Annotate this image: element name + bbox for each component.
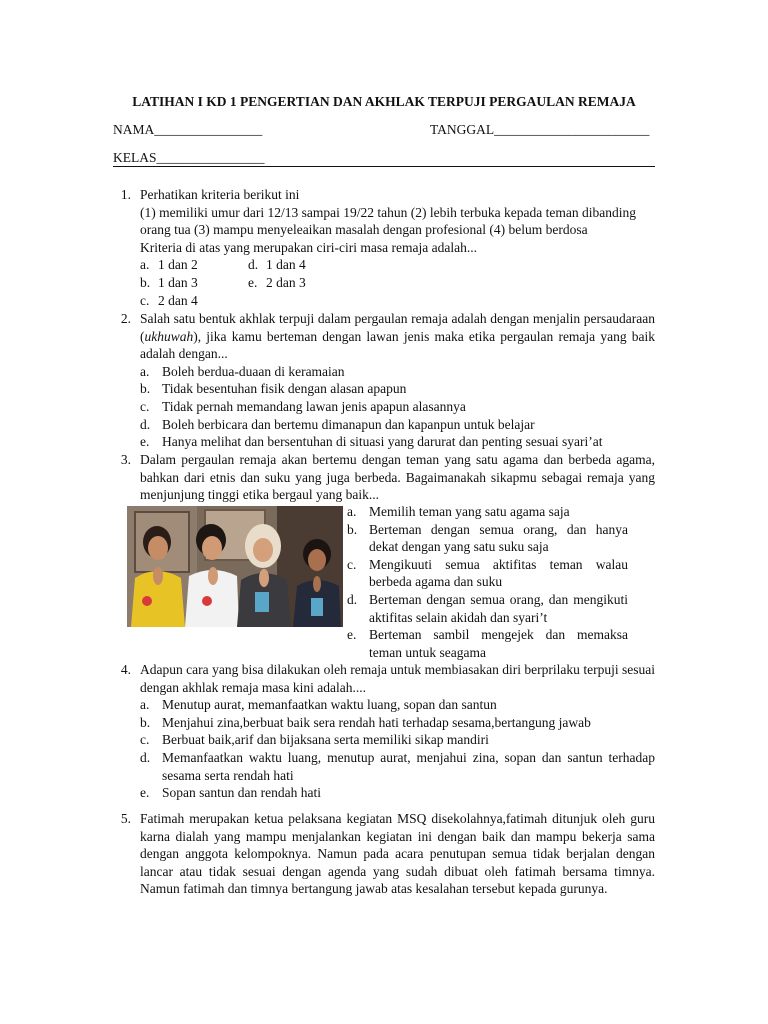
option-b[interactable]: b. Tidak besentuhan fisik dengan alasan apapun — [140, 381, 407, 397]
option-b[interactable]: b. Berteman dengan semua orang, dan hanya dekat dengan yang satu suku saja — [347, 521, 628, 555]
option-e[interactable]: e. 2 dan 3 — [248, 274, 306, 290]
option-e[interactable]: e. Sopan santun dan rendah hati — [140, 785, 321, 801]
photo-illustration — [127, 506, 343, 627]
question-3 — [113, 451, 655, 661]
question-number: 1. — [120, 187, 131, 202]
option-a[interactable]: a. Memilih teman yang satu agama saja — [347, 504, 570, 519]
date-field[interactable]: TANGGAL_______________________ — [430, 122, 650, 137]
option-b[interactable]: b. Menjahui zina,berbuat baik sera rendah hati terhadap sesama,bertangung jawab — [140, 714, 591, 730]
question-stem: Dalam pergaulan remaja akan bertemu dengan teman yang satu agama dan berbeda agama, bahkan dari etnis dan suku yang juga berbeda. Bagaimanakah sikapmu sebagai remaja yang menjunjung tinggi etika bergaul yang baik... — [140, 452, 655, 503]
question-number: 2. — [120, 311, 131, 326]
option-e[interactable]: e. Hanya melihat dan bersentuhan di situasi yang darurat dan penting sesuai syari’at — [140, 434, 603, 450]
option-a[interactable]: a. 1 dan 2 — [140, 257, 198, 273]
header-divider — [113, 166, 655, 167]
option-b[interactable]: b. 1 dan 3 — [140, 274, 198, 290]
question-stem: (1) memiliki umur dari 12/13 sampai 19/22 tahun (2) lebih terbuka kepada teman dibanding orang tua (3) mampu menyeleaikan masalah dengan profesional (4) belum berdosa — [140, 204, 636, 238]
question-stem: Fatimah merupakan ketua pelaksana kegiatan MSQ disekolahnya,fatimah ditunjuk oleh guru karna dialah yang mampu menjalankan kegiatan ini dengan baik dan mampu bekerja sama dengan anggota kelompoknya. Namun pada acara penutupan semua tidak berjalan dengan lancar atau tidak sesuai dengan agenda yang sudah dibuat oleh fatimah bersama timnya. Namun fatimah dan timnya bertangung jawab atas kesalahan tersebut kepada gurunya. — [140, 811, 655, 897]
option-a[interactable]: a. Boleh berdua-duaan di keramaian — [140, 363, 345, 379]
option-c[interactable]: c. Tidak pernah memandang lawan jenis apapun alasannya — [140, 398, 466, 414]
option-c[interactable]: c. Berbuat baik,arif dan bijaksana serta memiliki sikap mandiri — [140, 732, 489, 748]
option-d[interactable]: d. Berteman dengan semua orang, dan mengikuti aktifitas selain akidah dan syari’t — [347, 591, 628, 625]
option-c[interactable]: c. Mengikuuti semua aktifitas teman walau berbeda agama dan suku — [347, 556, 628, 590]
answer-options — [140, 363, 655, 451]
question-number: 4. — [120, 662, 131, 677]
question-number: 3. — [120, 452, 131, 467]
answer-options — [140, 256, 655, 309]
question-stem: Perhatikan kriteria berikut ini — [140, 187, 300, 202]
answer-options — [347, 503, 628, 661]
option-d[interactable]: d. 1 dan 4 — [248, 257, 306, 273]
question-stem: Adapun cara yang bisa dilakukan oleh remaja untuk membiasakan diri berprilaku terpuji sesuai dengan akhlak remaja masa kini adalah.... — [140, 662, 655, 695]
name-field[interactable]: NAMA________________ — [113, 122, 263, 137]
class-field[interactable]: KELAS________________ — [113, 150, 265, 165]
option-d[interactable]: d. Memanfaatkan waktu luang, menutup aurat, menjahui zina, sopan dan santun terhadap sesama serta rendah hati — [140, 749, 655, 783]
question-stem: Kriteria di atas yang merupakan ciri-ciri masa remaja adalah... — [140, 239, 477, 255]
option-c[interactable]: c. 2 dan 4 — [140, 292, 198, 308]
worksheet-title: LATIHAN I KD 1 PENGERTIAN DAN AKHLAK TERPUJI PERGAULAN REMAJA — [132, 94, 636, 109]
option-e[interactable]: e. Berteman sambil mengejek dan memaksa teman untuk seagama — [347, 627, 628, 660]
question-number: 5. — [120, 811, 131, 826]
option-a[interactable]: a. Menutup aurat, memanfaatkan waktu luang, sopan dan santun — [140, 697, 497, 713]
option-d[interactable]: d. Boleh berbicara dan bertemu dimanapun dan kapanpun untuk belajar — [140, 416, 535, 432]
answer-options — [140, 696, 655, 802]
photo-praying-students — [127, 506, 343, 627]
question-stem: Salah satu bentuk akhlak terpuji dalam pergaulan remaja adalah dengan menjalin persaudaraan (ukhuwah), jika kamu berteman dengan lawan jenis maka etika pergaulan remaja yang baik adalah dengan... — [140, 311, 655, 362]
